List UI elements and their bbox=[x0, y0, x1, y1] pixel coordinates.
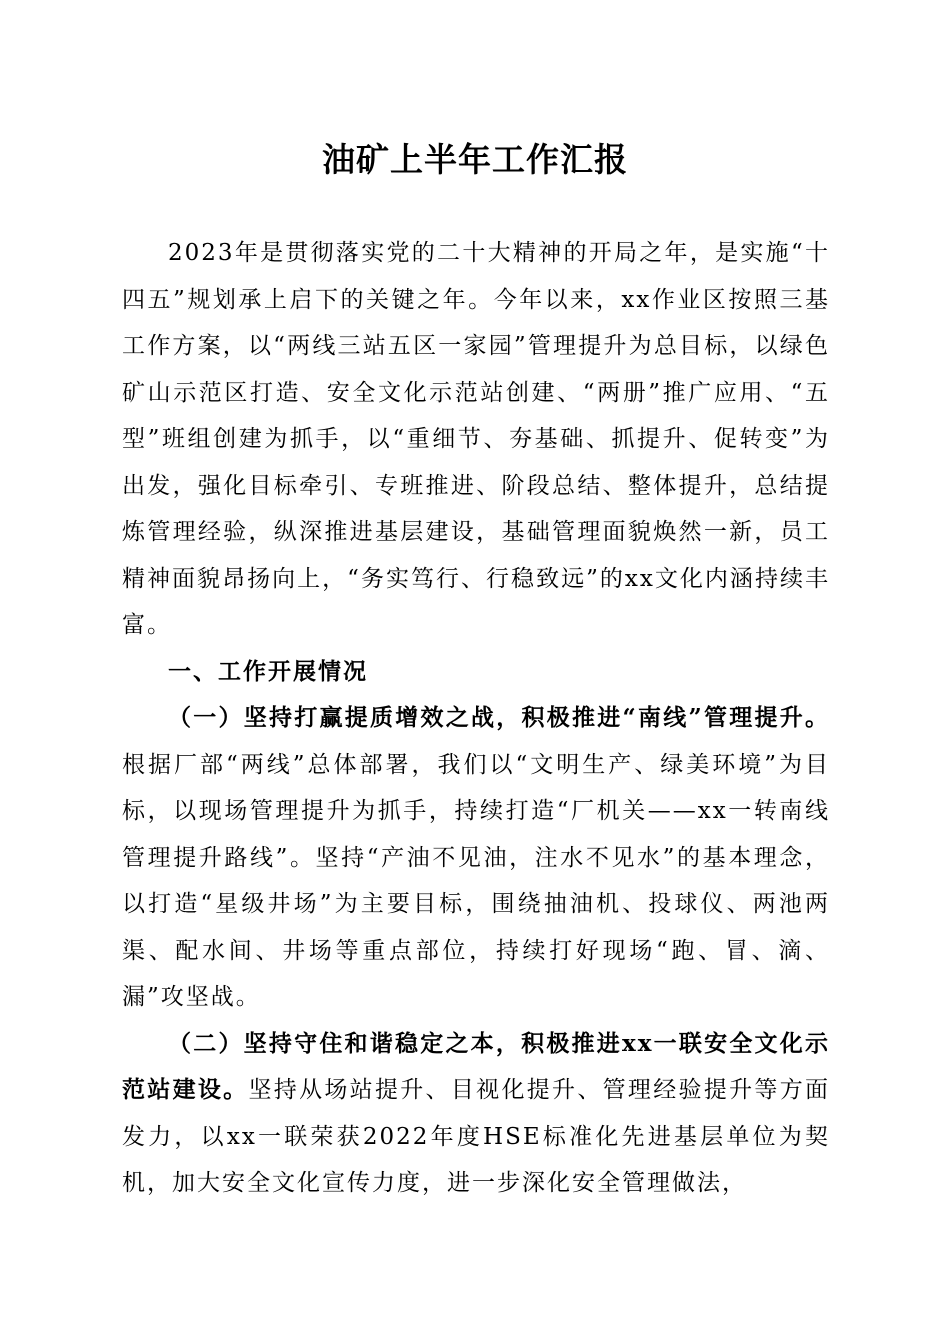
item-1-paragraph bbox=[122, 695, 830, 1021]
item-1-lead: （一）坚持打赢提质增效之战，积极推进“南线”管理提升。 bbox=[168, 704, 830, 731]
intro-paragraph: 2023年是贯彻落实党的二十大精神的开局之年，是实施“十四五”规划承上启下的关键之年。今年以来，xx作业区按照三基工作方案，以“两线三站五区一家园”管理提升为总目标，以绿色矿山示范区打造、安全文化示范站创建、“两册”推广应用、“五型”班组创建为抓手，以“重细节、夯基础、抓提升、促转变”为出发，强化目标牵引、专班推进、阶段总结、整体提升，总结提炼管理经验，纵深推进基层建设，基础管理面貌焕然一新，员工精神面貌昂扬向上，“务实笃行、行稳致远”的xx文化内涵持续丰富。 bbox=[122, 240, 830, 638]
item-2-lead: （二）坚持守住和谐稳定之本，积极推进xx一联安全文化示范站建设。 bbox=[122, 1029, 830, 1103]
item-2-body: 坚持从场站提升、目视化提升、管理经验提升等方面发力，以xx一联荣获2022年度HSE标准化先进基层单位为契机，加大安全文化宣传力度，进一步深化安全管理做法， bbox=[122, 1077, 831, 1196]
document-title: 油矿上半年工作汇报 bbox=[322, 140, 628, 179]
section-heading: 一、工作开展情况 bbox=[168, 658, 368, 685]
document-body bbox=[122, 230, 830, 1207]
item-2-paragraph bbox=[122, 1021, 830, 1207]
item-1-body: 根据厂部“两线”总体部署，我们以“文明生产、绿美环境”为目标，以现场管理提升为抓手，持续打造“厂机关——xx一转南线管理提升路线”。坚持“产油不见油，注水不见水”的基本理念，以打造“星级井场”为主要目标，围绕抽油机、投球仪、两池两渠、配水间、井场等重点部位，持续打好现场“跑、冒、滴、漏”攻坚战。 bbox=[122, 751, 830, 1010]
